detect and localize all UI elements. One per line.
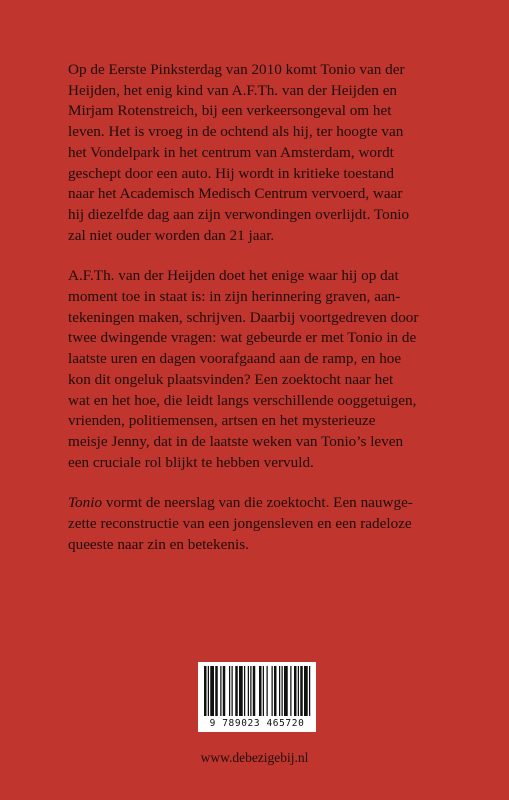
barcode-bar [309,666,310,716]
barcode-bar [259,666,262,716]
barcode-bar [220,666,221,716]
text-line: geschept door een auto. Hij wordt in kritieke toestand [68,164,395,182]
text-line: Heijden, het enig kind van A.F.Th. van der Heijden en [68,81,398,99]
paragraph-3 [68,493,478,555]
barcode-bar [298,666,299,716]
barcode-bar [210,666,214,716]
isbn-barcode [198,662,316,732]
barcode-bar [279,666,280,716]
barcode-bar [272,666,273,716]
barcode-bar [300,666,303,716]
barcode-bar [250,666,251,716]
paragraph-2 [68,266,478,473]
barcode-bar [274,666,277,716]
text-line: zette reconstructie van een jongensleven en een radeloze [68,515,412,533]
text-line: wat en het hoe, die leidt langs verschillende ooggetuigen, [68,391,417,409]
barcode-bar [244,666,245,716]
barcode-bar [290,666,291,716]
text-line: Op de Eerste Pinksterdag van 2010 komt Tonio van der [68,61,405,78]
barcode-bar [232,666,233,716]
barcode-bar [282,666,283,716]
barcode-bar [208,666,209,716]
barcode-bar [263,666,264,716]
book-title-italic: Tonio [68,494,103,512]
text-line: queeste naar zin en betekenis. [68,535,249,553]
isbn-number: 9 789023 465720 [209,718,305,729]
text-line: het Vondelpark in het centrum van Amsterdam, wordt [68,143,394,161]
barcode-bar [223,666,226,716]
barcode-bars [198,662,316,718]
text-line: hij diezelfde dag aan zijn verwondingen overlijdt. Tonio [68,205,410,223]
barcode-bar [253,666,256,716]
text-line: moment toe in staat is: in zijn herinnering graven, aan- [68,288,401,306]
barcode-bar [248,666,249,716]
text-line: meisje Jenny, dat in de laatste weken van Tonio’s leven [68,432,404,450]
paragraph-1 [68,60,478,246]
blurb-text [68,60,478,575]
text-line: naar het Academisch Medisch Centrum vervoerd, waar [68,185,403,203]
barcode-bar [229,666,230,716]
text-line: Mirjam Rotenstreich, bij een verkeersongeval om het [68,102,392,120]
barcode-bar [204,666,207,716]
barcode-bar [239,666,243,716]
text-line: laatste uren en dagen voorafgaand aan de ramp, en hoe [68,350,402,368]
barcode-bar [267,666,268,716]
text-line [68,493,478,514]
text-line-rest: vormt de neerslag van die zoektocht. Een nauwge- [102,494,413,512]
text-line: zal niet ouder worden dan 21 jaar. [68,226,275,244]
barcode-bar [235,666,238,716]
barcode-bar [284,666,288,716]
text-line: vrienden, politiemensen, artsen en het mysterieuze [68,412,376,430]
barcode-bar [294,666,297,716]
text-line: A.F.Th. van der Heijden doet het enige waar hij op dat [68,267,399,285]
text-line: tekeningen maken, schrijven. Daarbij voortgedreven door [68,308,419,326]
barcode-bar [304,666,308,716]
publisher-website: www.debezigebij.nl [200,750,309,765]
text-line: een cruciale rol blijkt te hebben vervuld. [68,453,314,471]
text-line: kon dit ongeluk plaatsvinden? Een zoektocht naar het [68,370,394,388]
barcode-bar [215,666,218,716]
text-line: leven. Het is vroeg in de ochtend als hij, ter hoogte van [68,123,404,141]
text-line: twee dwingende vragen: wat gebeurde er met Tonio in de [68,329,417,347]
